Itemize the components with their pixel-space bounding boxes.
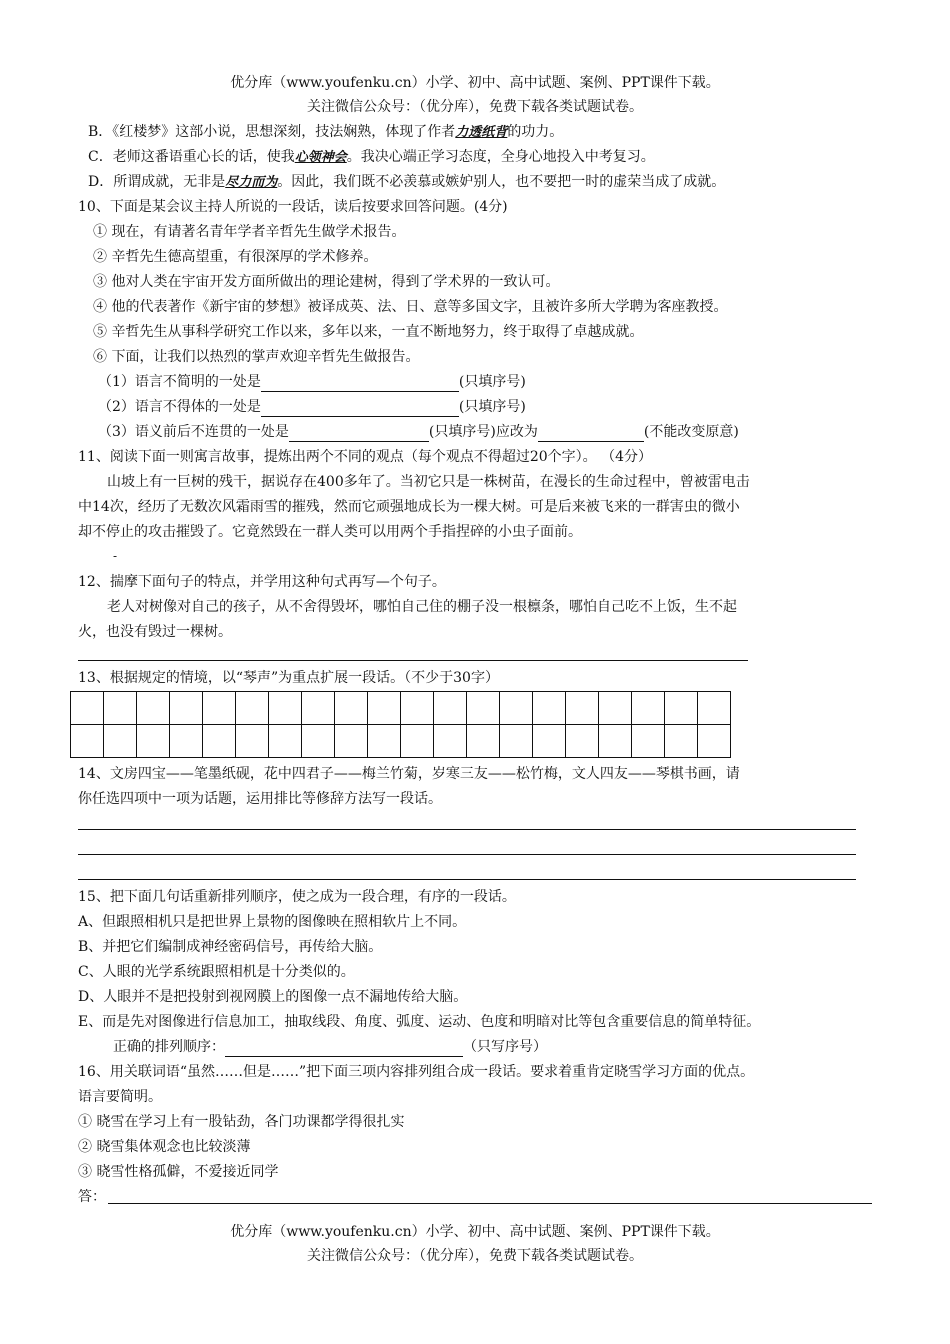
header-line-2: 关注微信公众号：（优分库），免费下载各类试题试卷。 <box>307 99 643 115</box>
q10-sentence-4: ④ 他的代表著作《新宇宙的梦想》被译成英、法、日、意等多国文字，且被许多所大学聘为客座教授。 <box>93 299 728 315</box>
q12-example-line-1: 老人对树像对自己的孩子，从不舍得毁坏，哪怕自己住的棚子没一根檩条，哪怕自己吃不上饭，生不起 <box>107 599 737 615</box>
q15-answer <box>113 1037 547 1057</box>
q16-line-1: 16、用关联词语“虽然……但是……”把下面三项内容排列组合成一段话。要求着重肯定晓雪学习方面的优点。 <box>78 1064 755 1080</box>
q9-option-d <box>88 172 725 193</box>
q9-c-text: C．老师这番语重心长的话，使我 <box>88 149 295 165</box>
q16-item-1: ① 晓雪在学习上有一股钻劲，各门功课都学得很扎实 <box>78 1114 405 1130</box>
q11-story-line-3: 却不停止的攻击摧毁了。它竟然毁在一群人类可以用两个手指捏碎的小虫子面前。 <box>78 524 582 540</box>
q10-part-1 <box>98 372 526 392</box>
footer-line-2: 关注微信公众号：（优分库），免费下载各类试题试卷。 <box>307 1248 643 1264</box>
q9-b-end: 的功力。 <box>507 124 564 140</box>
q9-b-idiom: 力透纸背 <box>455 125 508 140</box>
q10-p2-hint: (只填序号) <box>458 399 526 415</box>
q12-example-line-2: 火，也没有毁过一棵树。 <box>78 624 232 640</box>
q9-d-text: D．所谓成就，无非是 <box>88 174 226 190</box>
q9-d-end: 。因此，我们既不必羡慕或嫉妒别人，也不要把一时的虚荣当成了成就。 <box>277 174 726 190</box>
q10-part-3 <box>98 422 739 442</box>
q9-option-b <box>88 122 563 143</box>
q9-d-idiom: 尽力而为 <box>225 175 278 190</box>
q10-p3-note: (不能改变原意) <box>643 424 739 440</box>
q15-answer-hint: （只写序号） <box>463 1039 547 1055</box>
q10-p1-hint: (只填序号) <box>458 374 526 390</box>
q14-answer-line[interactable] <box>78 879 856 880</box>
q16-item-3: ③ 晓雪性格孤僻，不爱接近同学 <box>78 1164 279 1180</box>
q16-answer-line[interactable] <box>108 1203 872 1204</box>
q15-item-e: E、而是先对图像进行信息加工，抽取线段、角度、弧度、运动、色度和明暗对比等包含重要信息的简单特征。 <box>78 1014 761 1030</box>
q10-p2-label: （2）语言不得体的一处是 <box>98 399 261 415</box>
q16-line-2: 语言要简明。 <box>78 1089 162 1105</box>
q10-sentence-5: ⑤ 辛哲先生从事科学研究工作以来，多年以来，一直不断地努力，终于取得了卓越成就。 <box>93 324 644 340</box>
q10-p1-label: （1）语言不简明的一处是 <box>98 374 261 390</box>
q15-answer-blank[interactable] <box>225 1041 463 1057</box>
q9-c-end: 。我决心端正学习态度，全身心地投入中考复习。 <box>346 149 655 165</box>
q11-story-line-1: 山坡上有一巨树的残干，据说存在400多年了。当初它只是一株树苗，在漫长的生命过程中，曾被雷电击 <box>107 474 750 490</box>
q9-c-idiom: 心领神会 <box>294 150 347 165</box>
q10-sentence-2: ② 辛哲先生德高望重，有很深厚的学术修养。 <box>93 249 378 265</box>
q15-item-b: B、并把它们编制成神经密码信号，再传给大脑。 <box>78 939 383 955</box>
q10-p3-label: （3）语义前后不连贯的一处是 <box>98 424 289 440</box>
q14-answer-line[interactable] <box>78 829 856 830</box>
q10-part-2 <box>98 397 526 417</box>
footer-line-1: 优分库（www.youfenku.cn）小学、初中、高中试题、案例、PPT课件下载。 <box>230 1224 720 1240</box>
q10-sentence-6: ⑥ 下面，让我们以热烈的掌声欢迎辛哲先生做报告。 <box>93 349 420 365</box>
q10-p3-blank-1[interactable] <box>289 426 429 442</box>
q9-b-text: B．《红楼梦》这部小说，思想深刻，技法娴熟，体现了作者 <box>88 124 456 140</box>
q10-p3-hint: (只填序号)应改为 <box>428 424 538 440</box>
q11-title: 11、阅读下面一则寓言故事，提炼出两个不同的观点（每个观点不得超过20个字）。 （4分） <box>78 449 652 465</box>
header-line-1: 优分库（www.youfenku.cn）小学、初中、高中试题、案例、PPT课件下载。 <box>230 75 720 91</box>
q10-title: 10、下面是某会议主持人所说的一段话，读后按要求回答问题。(4分) <box>78 199 508 215</box>
q16-answer-label: 答： <box>78 1189 106 1205</box>
q14-answer-line[interactable] <box>78 854 856 855</box>
q10-p2-blank[interactable] <box>261 401 459 417</box>
q16-item-2: ② 晓雪集体观念也比较淡薄 <box>78 1139 251 1155</box>
q10-sentence-1: ① 现在，有请著名青年学者辛哲先生做学术报告。 <box>93 224 406 240</box>
q12-answer-line[interactable] <box>78 660 748 661</box>
q15-answer-label: 正确的排列顺序： <box>113 1039 225 1055</box>
grid-row <box>71 692 731 725</box>
q15-item-d: D、人眼并不是把投射到视网膜上的图像一点不漏地传给大脑。 <box>78 989 468 1005</box>
q15-item-c: C、人眼的光学系统跟照相机是十分类似的。 <box>78 964 355 980</box>
q14-line-2: 你任选四项中一项为话题，运用排比等修辞方法写一段话。 <box>78 791 442 807</box>
q11-story-line-2: 中14次，经历了无数次风霜雨雪的摧残，然而它顽强地成长为一棵大树。可是后来被飞来的一群害虫的微小 <box>78 499 740 515</box>
q15-title: 15、把下面几句话重新排列顺序，使之成为一段合理，有序的一段话。 <box>78 889 516 905</box>
q9-option-c <box>88 147 655 168</box>
stray-mark: - <box>113 549 118 563</box>
q13-title: 13、根据规定的情境，以“琴声”为重点扩展一段话。（不少于30字） <box>78 670 499 686</box>
q10-p3-blank-2[interactable] <box>538 426 644 442</box>
grid-row <box>71 725 731 758</box>
q13-writing-grid[interactable] <box>70 691 731 758</box>
q15-item-a: A、但跟照相机只是把世界上景物的图像映在照相软片上不同。 <box>78 914 467 930</box>
q10-sentence-3: ③ 他对人类在宇宙开发方面所做出的理论建树，得到了学术界的一致认可。 <box>93 274 560 290</box>
q14-line-1: 14、文房四宝——笔墨纸砚，花中四君子——梅兰竹菊，岁寒三友——松竹梅，文人四友——琴棋书画，请 <box>78 766 740 782</box>
q12-title: 12、揣摩下面句子的特点，并学用这种句式再写—个句子。 <box>78 574 446 590</box>
q10-p1-blank[interactable] <box>261 376 459 392</box>
